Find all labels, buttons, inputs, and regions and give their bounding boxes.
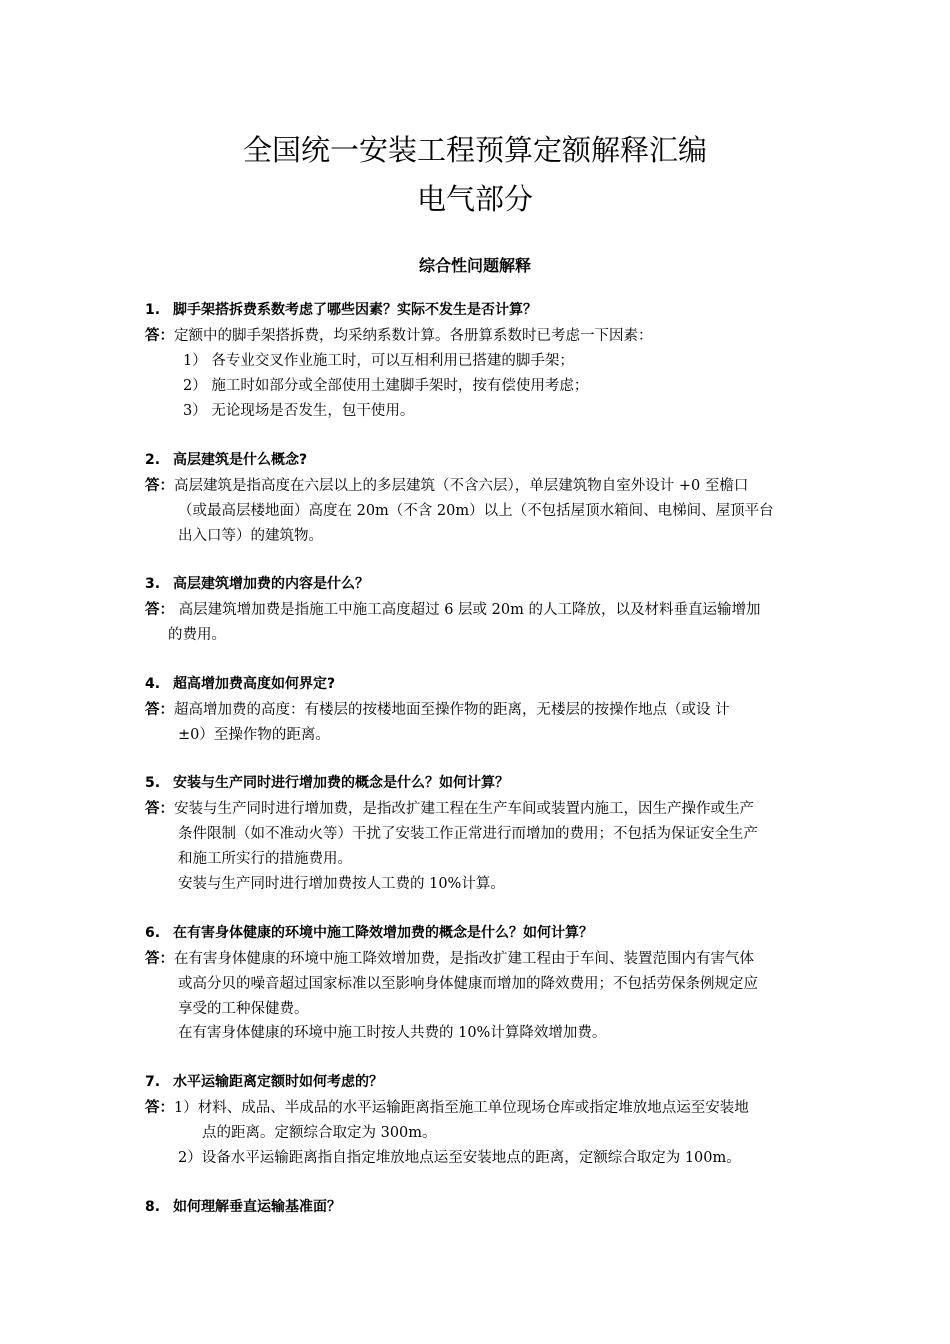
answer-5-line: 条件限制（如不准动火等）干扰了安装工作正常进行而增加的费用；不包括为保证安全生产: [178, 826, 758, 842]
answer-text: 定额中的脚手架搭拆费，均采纳系数计算。各册算系数时已考虑一下因素：: [174, 328, 653, 344]
answer-label: 答：: [145, 602, 174, 618]
question-number: 7.: [145, 1074, 161, 1090]
question-text: 水平运输距离定额时如何考虑的？: [173, 1074, 383, 1090]
answer-label: 答：: [145, 951, 174, 967]
answer-6-line: [145, 950, 754, 968]
question-text: 超高增加费高度如何界定?: [173, 676, 336, 692]
answer-label: 答：: [145, 1100, 174, 1116]
question-text: 高层建筑是什么概念?: [173, 452, 308, 468]
document-subtitle: 电气部分: [416, 182, 533, 216]
question-number: 4.: [145, 676, 161, 692]
answer-label: 答：: [145, 328, 174, 344]
answer-2-line: （或最高层楼地面）高度在 20m（不含 20m）以上（不包括屋顶水箱间、电梯间、屋顶平台: [178, 503, 774, 519]
answer-1-item: 1） 各专业交叉作业施工时，可以互相利用已搭建的脚手架；: [183, 353, 574, 369]
answer-7-line: 点的距离。定额综合取定为 300m。: [202, 1125, 437, 1141]
question-1: [145, 301, 537, 319]
answer-text: 高层建筑是指高度在六层以上的多层建筑（不含六层），单层建筑物自室外设计 +0 至檐口: [174, 478, 749, 494]
question-number: 5.: [145, 775, 161, 791]
answer-1-item: 3） 无论现场是否发生，包干使用。: [183, 403, 415, 419]
answer-1-item: 2） 施工时如部分或全部使用土建脚手架时，按有偿使用考虑；: [183, 378, 589, 394]
question-text: 高层建筑增加费的内容是什么？: [173, 576, 369, 592]
question-3: [145, 575, 369, 593]
question-text: 脚手架搭拆费系数考虑了哪些因素？实际不发生是否计算？: [173, 302, 537, 318]
answer-5-line: 安装与生产同时进行增加费按人工费的 10%计算。: [178, 876, 505, 892]
answer-text: 超高增加费的高度：有楼层的按楼地面至操作物的距离，无楼层的按操作地点（或设 计: [174, 702, 730, 718]
answer-text: 在有害身体健康的环境中施工降效增加费，是指改扩建工程由于车间、装置范围内有害气体: [174, 951, 754, 967]
question-7: [145, 1073, 383, 1091]
question-5: [145, 774, 509, 792]
question-number: 6.: [145, 925, 161, 941]
answer-6-line: 在有害身体健康的环境中施工时按人共费的 10%计算降效增加费。: [178, 1025, 607, 1041]
answer-label: 答：: [145, 478, 174, 494]
answer-4-line: [145, 701, 730, 719]
answer-text: 1）材料、成品、半成品的水平运输距离指至施工单位现场仓库或指定堆放地点运至安装地: [174, 1100, 749, 1116]
question-6: [145, 924, 593, 942]
answer-2-line: 出入口等）的建筑物。: [178, 528, 323, 544]
question-4: [145, 675, 335, 693]
answer-5-line: [145, 800, 754, 818]
answer-label: 答：: [145, 801, 174, 817]
answer-3-line: 的费用。: [168, 627, 226, 643]
question-text: 在有害身体健康的环境中施工降效增加费的概念是什么？如何计算？: [173, 925, 593, 941]
answer-text: 高层建筑增加费是指施工中施工高度超过 6 层或 20m 的人工降放，以及材料垂直运输增加: [174, 602, 761, 618]
answer-1-line: [145, 327, 653, 345]
question-8: [145, 1198, 341, 1216]
question-number: 1.: [145, 302, 161, 318]
answer-6-line: 或高分贝的噪音超过国家标准以至影响身体健康而增加的降效费用；不包括劳保条例规定应: [178, 976, 758, 992]
question-2: [145, 451, 307, 469]
section-title: 综合性问题解释: [418, 256, 531, 275]
answer-5-line: 和施工所实行的措施费用。: [178, 851, 352, 867]
question-number: 2.: [145, 452, 161, 468]
answer-label: 答：: [145, 702, 174, 718]
question-number: 8.: [145, 1199, 161, 1215]
answer-7-line: 2）设备水平运输距离指自指定堆放地点运至安装地点的距离，定额综合取定为 100m。: [178, 1150, 741, 1166]
answer-3-line: [145, 601, 760, 619]
answer-2-line: [145, 477, 748, 495]
answer-4-line: ±0）至操作物的距离。: [178, 727, 330, 743]
answer-text: 安装与生产同时进行增加费，是指改扩建工程在生产车间或装置内施工，因生产操作或生产: [174, 801, 754, 817]
answer-7-line: [145, 1099, 749, 1117]
question-text: 如何理解垂直运输基准面？: [173, 1199, 341, 1215]
document-title: 全国统一安装工程预算定额解释汇编: [242, 133, 707, 167]
answer-6-line: 享受的工种保健费。: [178, 1001, 309, 1017]
question-text: 安装与生产同时进行增加费的概念是什么？如何计算？: [173, 775, 509, 791]
question-number: 3.: [145, 576, 161, 592]
